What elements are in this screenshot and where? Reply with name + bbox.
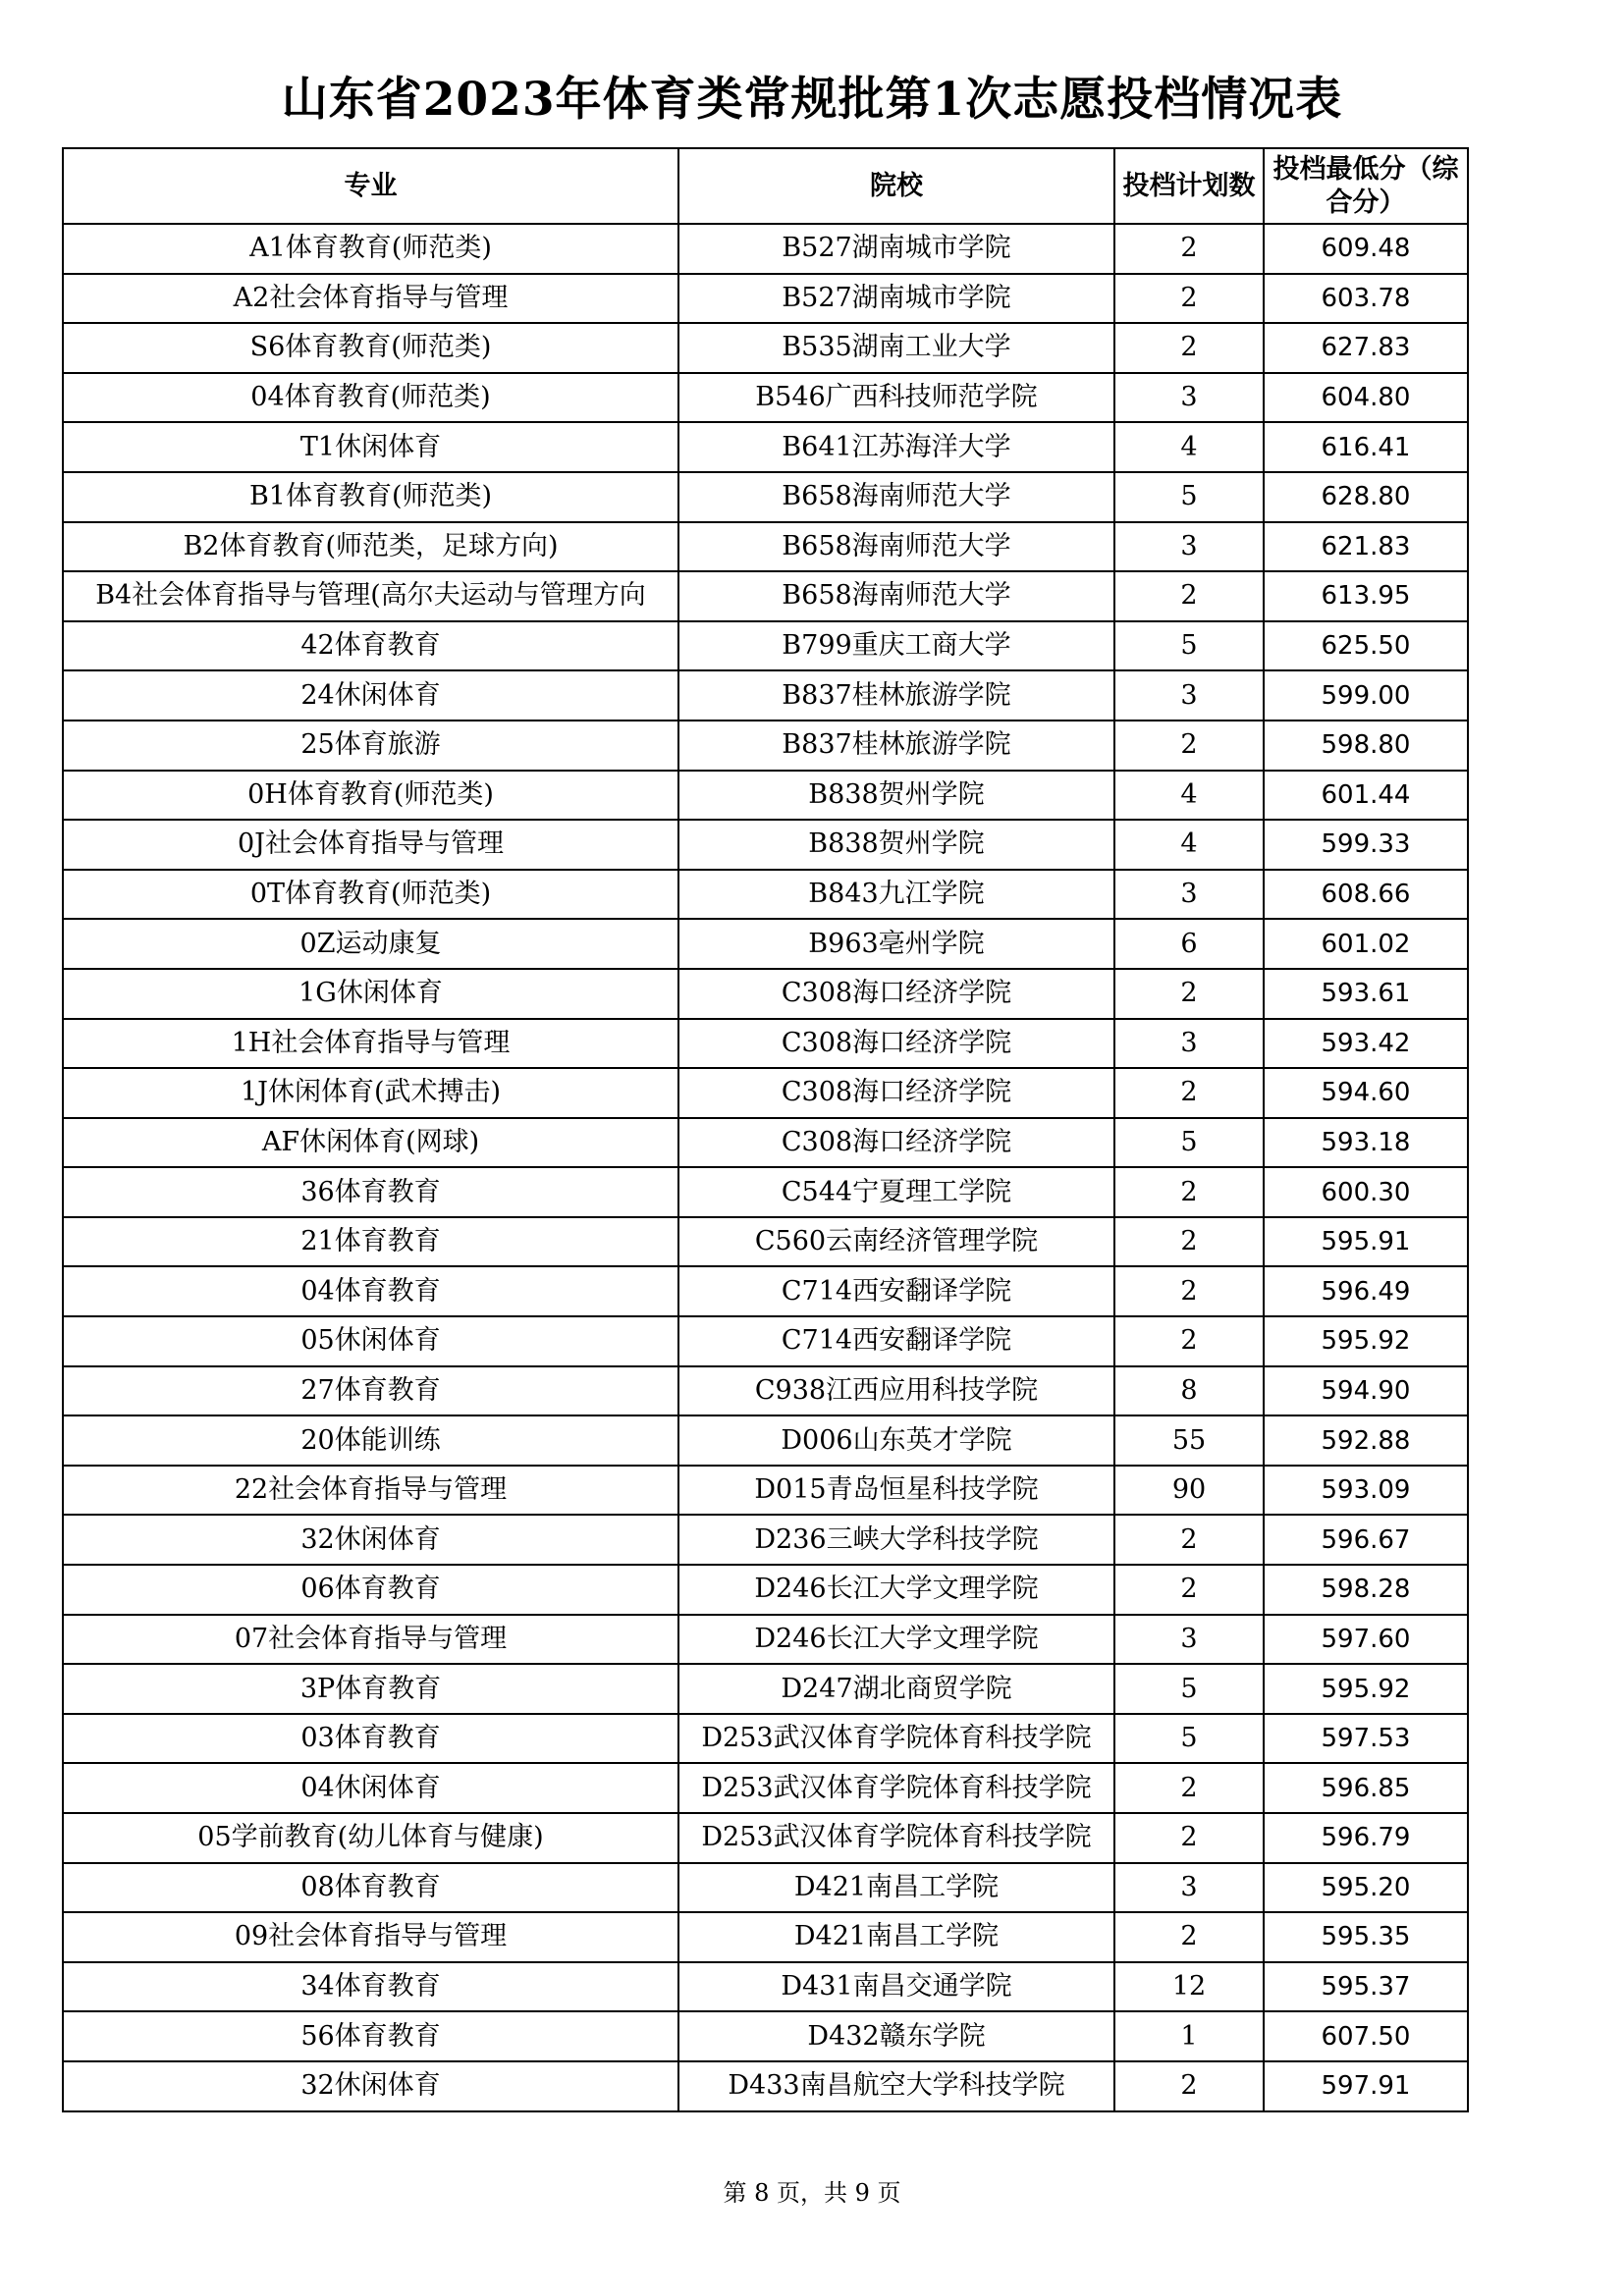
table-row [63, 1615, 1468, 1665]
plan-cell: 2 [1114, 1763, 1264, 1813]
school-cell: C714西安翻译学院 [678, 1266, 1114, 1316]
table-row [63, 1167, 1468, 1217]
school-cell: B799重庆工商大学 [678, 621, 1114, 671]
plan-cell: 55 [1114, 1415, 1264, 1466]
major-cell: 06体育教育 [63, 1565, 678, 1615]
table-row [63, 721, 1468, 771]
school-cell: D421南昌工学院 [678, 1863, 1114, 1913]
plan-cell: 4 [1114, 771, 1264, 821]
plan-cell: 3 [1114, 373, 1264, 423]
major-cell: 05休闲体育 [63, 1316, 678, 1366]
score-cell: 597.91 [1264, 2061, 1468, 2111]
major-cell: 34体育教育 [63, 1962, 678, 2012]
school-cell: C308海口经济学院 [678, 1068, 1114, 1118]
major-cell: 07社会体育指导与管理 [63, 1615, 678, 1665]
header-min-score: 投档最低分（综合分） [1264, 148, 1468, 224]
table-row [63, 323, 1468, 373]
major-cell: 04休闲体育 [63, 1763, 678, 1813]
school-cell: C560云南经济管理学院 [678, 1217, 1114, 1267]
major-cell: 24休闲体育 [63, 670, 678, 721]
plan-cell: 3 [1114, 670, 1264, 721]
plan-cell: 2 [1114, 323, 1264, 373]
major-cell: T1休闲体育 [63, 422, 678, 472]
score-cell: 595.92 [1264, 1664, 1468, 1714]
plan-cell: 2 [1114, 969, 1264, 1019]
school-cell: D253武汉体育学院体育科技学院 [678, 1763, 1114, 1813]
plan-cell: 90 [1114, 1466, 1264, 1516]
major-cell: 03体育教育 [63, 1714, 678, 1764]
score-cell: 596.67 [1264, 1515, 1468, 1565]
table-row [63, 1068, 1468, 1118]
page-footer: 第 8 页，共 9 页 [723, 2179, 901, 2207]
major-cell: 20体能训练 [63, 1415, 678, 1466]
table-row [63, 1714, 1468, 1764]
plan-cell: 2 [1114, 1565, 1264, 1615]
score-cell: 598.28 [1264, 1565, 1468, 1615]
score-cell: 596.49 [1264, 1266, 1468, 1316]
header-plan: 投档计划数 [1114, 148, 1264, 224]
plan-cell: 2 [1114, 274, 1264, 324]
table-row [63, 274, 1468, 324]
plan-cell: 2 [1114, 2061, 1264, 2111]
score-cell: 594.60 [1264, 1068, 1468, 1118]
table-row [63, 373, 1468, 423]
major-cell: 0J社会体育指导与管理 [63, 820, 678, 870]
score-cell: 592.88 [1264, 1415, 1468, 1466]
major-cell: 09社会体育指导与管理 [63, 1912, 678, 1962]
major-cell: 22社会体育指导与管理 [63, 1466, 678, 1516]
major-cell: 04体育教育(师范类) [63, 373, 678, 423]
school-cell: B658海南师范大学 [678, 522, 1114, 572]
table-row [63, 1763, 1468, 1813]
plan-cell: 5 [1114, 1118, 1264, 1168]
score-cell: 595.35 [1264, 1912, 1468, 1962]
major-cell: 27体育教育 [63, 1366, 678, 1416]
score-cell: 597.60 [1264, 1615, 1468, 1665]
school-cell: D432赣东学院 [678, 2011, 1114, 2061]
school-cell: D006山东英才学院 [678, 1415, 1114, 1466]
school-cell: B546广西科技师范学院 [678, 373, 1114, 423]
plan-cell: 3 [1114, 1863, 1264, 1913]
major-cell: B2体育教育(师范类，足球方向) [63, 522, 678, 572]
plan-cell: 3 [1114, 522, 1264, 572]
table-row [63, 670, 1468, 721]
school-cell: D236三峡大学科技学院 [678, 1515, 1114, 1565]
plan-cell: 6 [1114, 919, 1264, 969]
table-row [63, 1415, 1468, 1466]
score-cell: 594.90 [1264, 1366, 1468, 1416]
plan-cell: 5 [1114, 621, 1264, 671]
major-cell: AF休闲体育(网球) [63, 1118, 678, 1168]
plan-cell: 5 [1114, 1714, 1264, 1764]
plan-cell: 2 [1114, 224, 1264, 274]
header-major: 专业 [63, 148, 678, 224]
table-row [63, 224, 1468, 274]
table-row [63, 1466, 1468, 1516]
score-cell: 595.91 [1264, 1217, 1468, 1267]
score-cell: 595.20 [1264, 1863, 1468, 1913]
school-cell: B658海南师范大学 [678, 472, 1114, 522]
major-cell: B1体育教育(师范类) [63, 472, 678, 522]
score-cell: 609.48 [1264, 224, 1468, 274]
table-row [63, 919, 1468, 969]
plan-cell: 5 [1114, 472, 1264, 522]
school-cell: B527湖南城市学院 [678, 274, 1114, 324]
table-row [63, 2011, 1468, 2061]
major-cell: 25体育旅游 [63, 721, 678, 771]
plan-cell: 2 [1114, 1167, 1264, 1217]
table-row [63, 472, 1468, 522]
major-cell: B4社会体育指导与管理(高尔夫运动与管理方向 [63, 571, 678, 621]
plan-cell: 3 [1114, 1615, 1264, 1665]
major-cell: A1体育教育(师范类) [63, 224, 678, 274]
major-cell: 36体育教育 [63, 1167, 678, 1217]
table-row [63, 1266, 1468, 1316]
score-cell: 604.80 [1264, 373, 1468, 423]
table-row [63, 2061, 1468, 2111]
plan-cell: 2 [1114, 1813, 1264, 1863]
school-cell: D253武汉体育学院体育科技学院 [678, 1813, 1114, 1863]
score-cell: 593.09 [1264, 1466, 1468, 1516]
plan-cell: 3 [1114, 870, 1264, 920]
admission-table [62, 147, 1469, 2112]
header-school: 院校 [678, 148, 1114, 224]
table-row [63, 1962, 1468, 2012]
score-cell: 607.50 [1264, 2011, 1468, 2061]
school-cell: B963亳州学院 [678, 919, 1114, 969]
score-cell: 595.37 [1264, 1962, 1468, 2012]
school-cell: B837桂林旅游学院 [678, 670, 1114, 721]
table-row [63, 771, 1468, 821]
score-cell: 603.78 [1264, 274, 1468, 324]
school-cell: D421南昌工学院 [678, 1912, 1114, 1962]
school-cell: D015青岛恒星科技学院 [678, 1466, 1114, 1516]
plan-cell: 2 [1114, 571, 1264, 621]
school-cell: D246长江大学文理学院 [678, 1615, 1114, 1665]
plan-cell: 2 [1114, 1068, 1264, 1118]
school-cell: B838贺州学院 [678, 820, 1114, 870]
score-cell: 627.83 [1264, 323, 1468, 373]
school-cell: D253武汉体育学院体育科技学院 [678, 1714, 1114, 1764]
major-cell: 1G休闲体育 [63, 969, 678, 1019]
table-row [63, 1912, 1468, 1962]
table-row [63, 1565, 1468, 1615]
plan-cell: 8 [1114, 1366, 1264, 1416]
score-cell: 600.30 [1264, 1167, 1468, 1217]
table-row [63, 571, 1468, 621]
table-row [63, 1515, 1468, 1565]
score-cell: 616.41 [1264, 422, 1468, 472]
major-cell: 56体育教育 [63, 2011, 678, 2061]
major-cell: 08体育教育 [63, 1863, 678, 1913]
table-header-row [63, 148, 1468, 224]
major-cell: 1H社会体育指导与管理 [63, 1019, 678, 1069]
score-cell: 598.80 [1264, 721, 1468, 771]
major-cell: 3P体育教育 [63, 1664, 678, 1714]
plan-cell: 3 [1114, 1019, 1264, 1069]
score-cell: 599.33 [1264, 820, 1468, 870]
major-cell: 21体育教育 [63, 1217, 678, 1267]
major-cell: S6体育教育(师范类) [63, 323, 678, 373]
plan-cell: 1 [1114, 2011, 1264, 2061]
school-cell: D247湖北商贸学院 [678, 1664, 1114, 1714]
score-cell: 613.95 [1264, 571, 1468, 621]
score-cell: 596.79 [1264, 1813, 1468, 1863]
major-cell: 0T体育教育(师范类) [63, 870, 678, 920]
school-cell: C938江西应用科技学院 [678, 1366, 1114, 1416]
score-cell: 601.02 [1264, 919, 1468, 969]
school-cell: C714西安翻译学院 [678, 1316, 1114, 1366]
major-cell: A2社会体育指导与管理 [63, 274, 678, 324]
score-cell: 593.61 [1264, 969, 1468, 1019]
major-cell: 1J休闲体育(武术搏击) [63, 1068, 678, 1118]
school-cell: B658海南师范大学 [678, 571, 1114, 621]
plan-cell: 4 [1114, 422, 1264, 472]
score-cell: 597.53 [1264, 1714, 1468, 1764]
table-row [63, 522, 1468, 572]
school-cell: D431南昌交通学院 [678, 1962, 1114, 2012]
table-row [63, 1664, 1468, 1714]
plan-cell: 12 [1114, 1962, 1264, 2012]
plan-cell: 2 [1114, 1515, 1264, 1565]
table-row [63, 1366, 1468, 1416]
table-row [63, 1019, 1468, 1069]
plan-cell: 5 [1114, 1664, 1264, 1714]
school-cell: B843九江学院 [678, 870, 1114, 920]
school-cell: B535湖南工业大学 [678, 323, 1114, 373]
score-cell: 625.50 [1264, 621, 1468, 671]
table-row [63, 1813, 1468, 1863]
score-cell: 621.83 [1264, 522, 1468, 572]
major-cell: 0Z运动康复 [63, 919, 678, 969]
major-cell: 32休闲体育 [63, 2061, 678, 2111]
major-cell: 32休闲体育 [63, 1515, 678, 1565]
score-cell: 601.44 [1264, 771, 1468, 821]
plan-cell: 2 [1114, 1217, 1264, 1267]
table-row [63, 1863, 1468, 1913]
score-cell: 595.92 [1264, 1316, 1468, 1366]
score-cell: 596.85 [1264, 1763, 1468, 1813]
school-cell: D246长江大学文理学院 [678, 1565, 1114, 1615]
table-row [63, 1217, 1468, 1267]
school-cell: B527湖南城市学院 [678, 224, 1114, 274]
table-body [63, 224, 1468, 2111]
school-cell: D433南昌航空大学科技学院 [678, 2061, 1114, 2111]
page-title: 山东省2023年体育类常规批第1次志愿投档情况表 [281, 73, 1343, 127]
school-cell: C308海口经济学院 [678, 1019, 1114, 1069]
school-cell: C308海口经济学院 [678, 969, 1114, 1019]
school-cell: B837桂林旅游学院 [678, 721, 1114, 771]
school-cell: C308海口经济学院 [678, 1118, 1114, 1168]
school-cell: B838贺州学院 [678, 771, 1114, 821]
table-row [63, 422, 1468, 472]
table-row [63, 1316, 1468, 1366]
major-cell: 42体育教育 [63, 621, 678, 671]
score-cell: 608.66 [1264, 870, 1468, 920]
score-cell: 593.18 [1264, 1118, 1468, 1168]
plan-cell: 2 [1114, 1316, 1264, 1366]
major-cell: 04体育教育 [63, 1266, 678, 1316]
major-cell: 0H体育教育(师范类) [63, 771, 678, 821]
score-cell: 593.42 [1264, 1019, 1468, 1069]
plan-cell: 2 [1114, 721, 1264, 771]
plan-cell: 2 [1114, 1912, 1264, 1962]
table-row [63, 621, 1468, 671]
score-cell: 599.00 [1264, 670, 1468, 721]
plan-cell: 4 [1114, 820, 1264, 870]
score-cell: 628.80 [1264, 472, 1468, 522]
major-cell: 05学前教育(幼儿体育与健康) [63, 1813, 678, 1863]
school-cell: B641江苏海洋大学 [678, 422, 1114, 472]
table-row [63, 969, 1468, 1019]
table-row [63, 1118, 1468, 1168]
table-row [63, 870, 1468, 920]
school-cell: C544宁夏理工学院 [678, 1167, 1114, 1217]
plan-cell: 2 [1114, 1266, 1264, 1316]
table-row [63, 820, 1468, 870]
